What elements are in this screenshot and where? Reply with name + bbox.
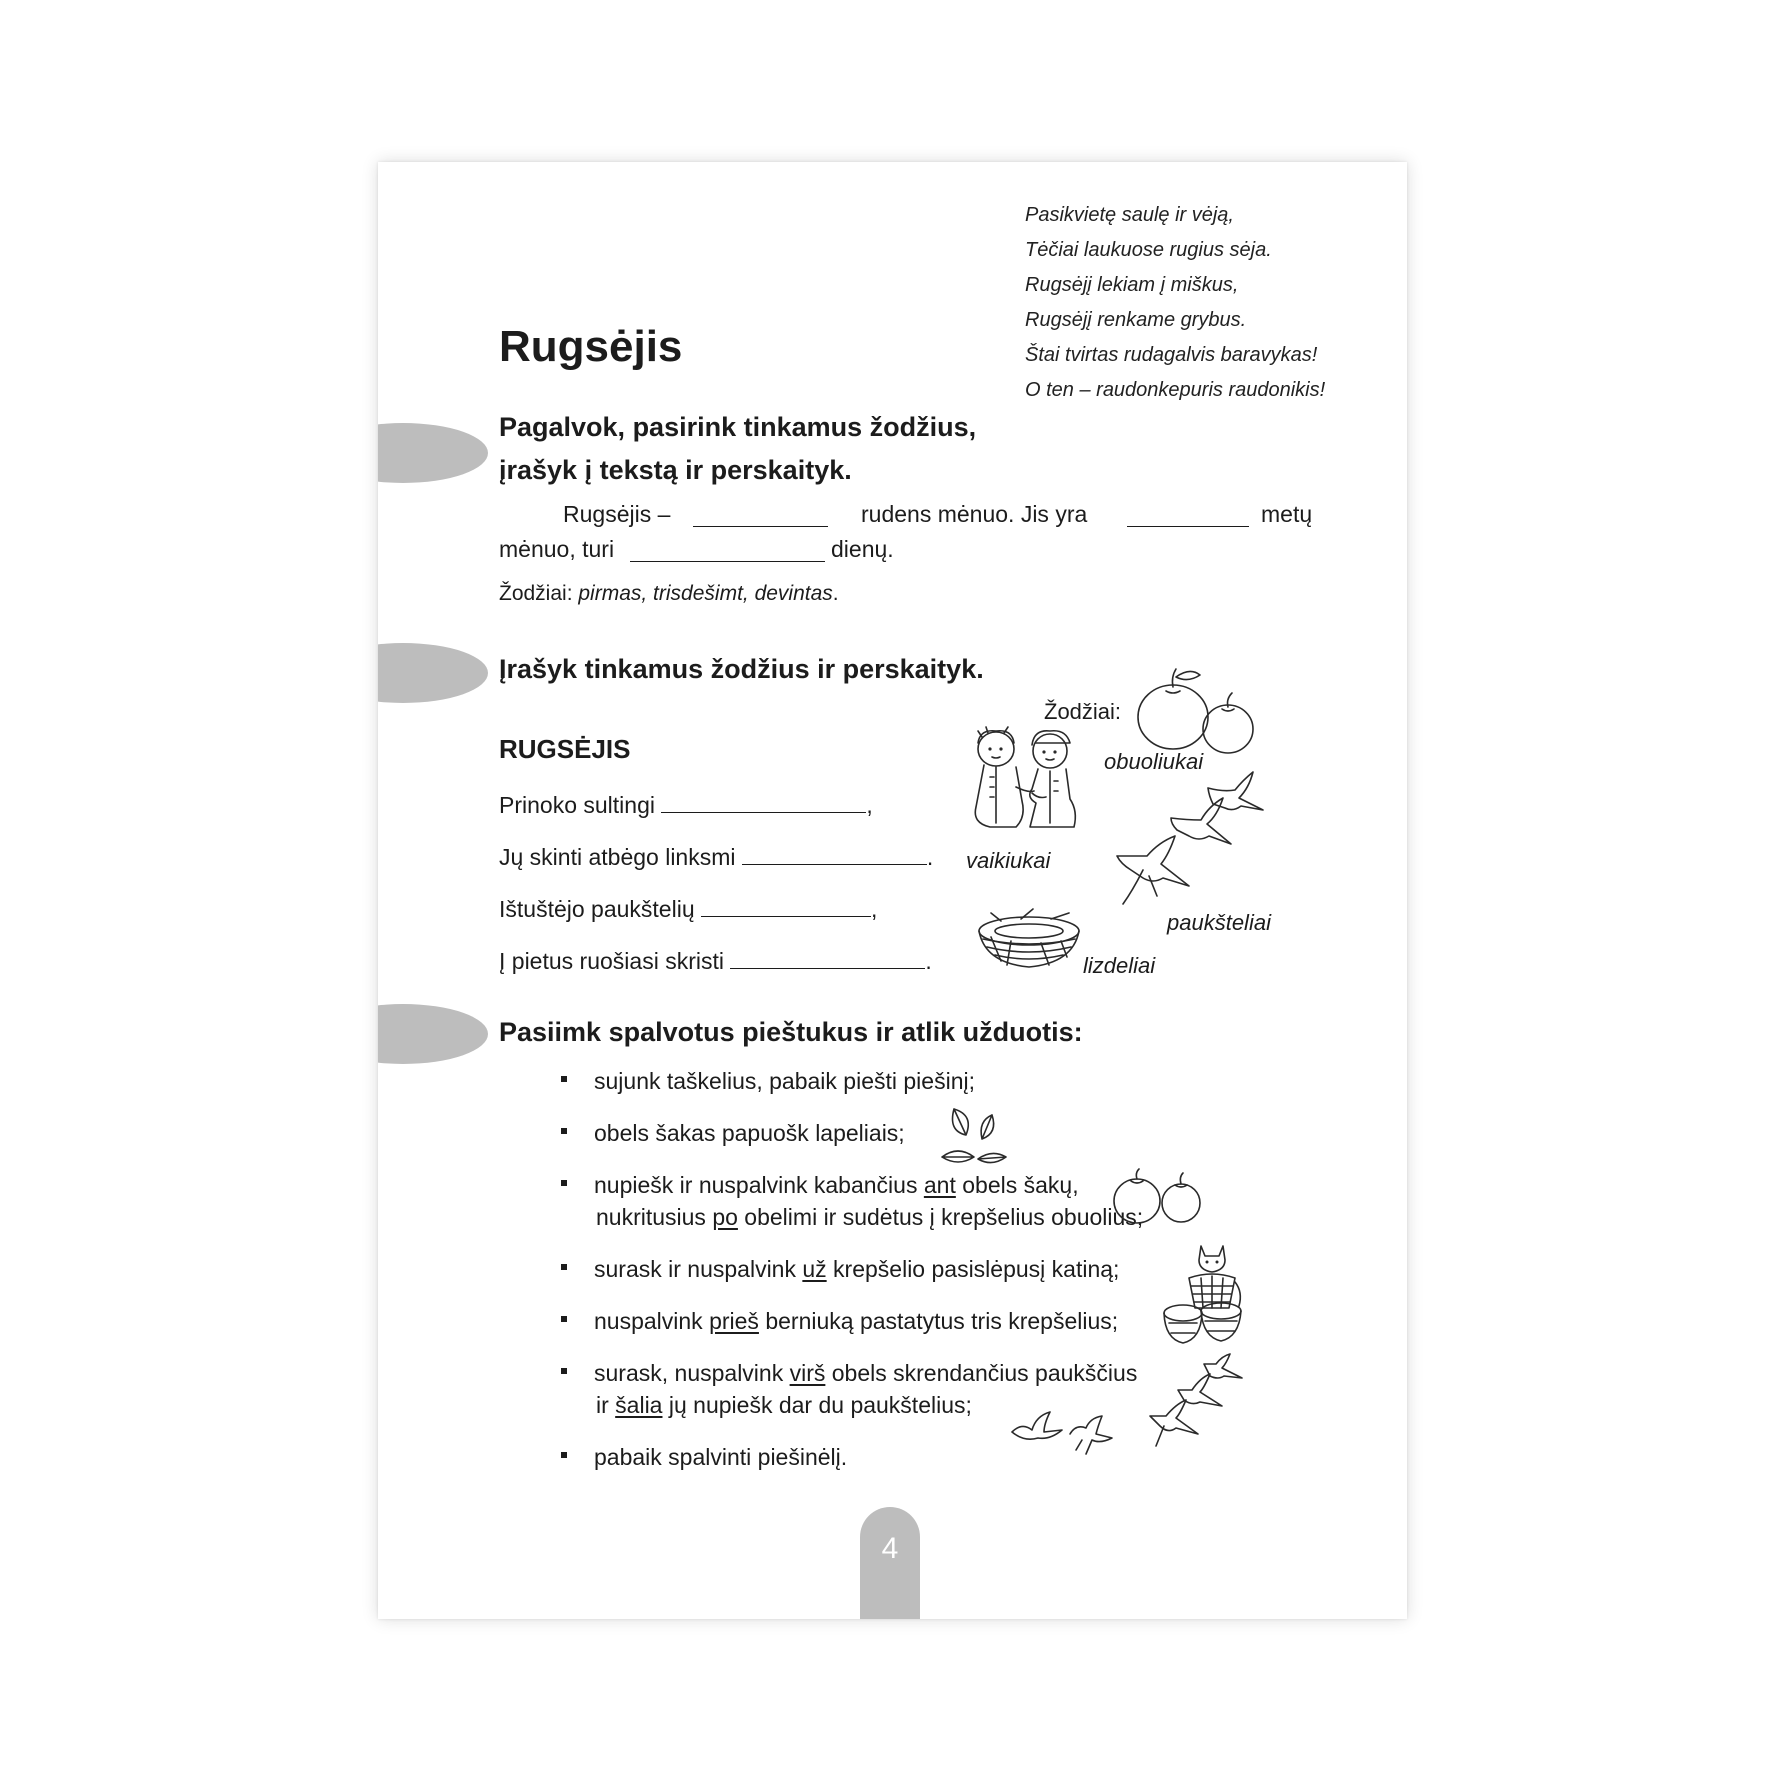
line-end: , — [866, 792, 873, 818]
task1-text-e: dienų. — [831, 536, 894, 562]
line-end: . — [926, 844, 934, 870]
task2-subtitle: RUGSĖJIS — [499, 734, 631, 764]
task3-heading: Pasiimk spalvotus pieštukus ir atlik užduotis: — [499, 1017, 1083, 1047]
section-marker-1 — [378, 423, 488, 483]
line-text: Jų skinti atbėgo linksmi — [499, 844, 736, 870]
item-text-part: nupiešk ir nuspalvink kabančius — [594, 1172, 924, 1198]
task1-text-a: Rugsėjis – — [563, 501, 671, 527]
item-text — [594, 1170, 1079, 1200]
poem-line: Rugsėjį lekiam į miškus, — [1025, 274, 1239, 296]
page-number: 4 — [881, 1532, 899, 1565]
bullet — [561, 1180, 567, 1186]
task1-text-b: rudens mėnuo. Jis yra — [861, 501, 1088, 527]
page-number-tab — [860, 1507, 920, 1619]
leaves-icon — [940, 1105, 1012, 1169]
task1-words-line — [499, 582, 839, 606]
underlined-word: į — [929, 1204, 935, 1230]
item-text-part: nuspalvink — [594, 1308, 710, 1334]
bullet — [561, 1316, 567, 1322]
poem-fill-line — [499, 944, 932, 975]
fill-blank[interactable] — [742, 840, 927, 865]
line-text: Į pietus ruošiasi skristi — [499, 948, 724, 974]
item-text — [594, 1254, 1119, 1284]
item-text — [594, 1306, 1118, 1336]
fill-blank[interactable] — [661, 788, 866, 813]
workbook-page — [378, 162, 1407, 1619]
underlined-word: prieš — [709, 1308, 759, 1334]
item-text-part: obels skrendančius paukščius — [825, 1360, 1138, 1386]
bullet — [561, 1452, 567, 1458]
task1-text-c: metų — [1261, 501, 1313, 527]
task1-text-d: mėnuo, turi — [499, 536, 615, 562]
poem-line: Štai tvirtas rudagalvis baravykas! — [1025, 344, 1318, 366]
fill-blank[interactable] — [730, 944, 925, 969]
children-illustration — [966, 727, 1091, 842]
line-text: Prinoko sultingi — [499, 792, 655, 818]
item-text-part: surask, nuspalvink — [594, 1360, 790, 1386]
bullet — [561, 1128, 567, 1134]
task1-heading-line1: Pagalvok, pasirink tinkamus žodžius, — [499, 412, 977, 442]
underlined-word: virš — [789, 1360, 826, 1386]
item-text-part: surask ir nuspalvink — [594, 1256, 803, 1282]
item-text-part: krepšelio pasislėpusį katiną; — [826, 1256, 1120, 1282]
item-text-line2 — [596, 1390, 972, 1420]
section-marker-3 — [378, 1004, 488, 1064]
poem-line: O ten – raudonkepuris raudonikis! — [1025, 379, 1326, 401]
apples-illustration — [1138, 665, 1258, 760]
fill-blank[interactable] — [630, 537, 825, 562]
line-end: . — [925, 948, 932, 974]
word-lizdeliai: lizdeliai — [1083, 953, 1156, 978]
poem-line: Pasikvietę saulę ir vėją, — [1025, 204, 1234, 226]
item-text — [594, 1358, 1137, 1388]
item-text-line2 — [596, 1202, 1143, 1232]
item-text-part: krepšelius obuolius; — [934, 1204, 1144, 1230]
poem-fill-line — [499, 840, 933, 871]
underlined-word: po — [712, 1204, 738, 1230]
item-text-part: obelimi ir sudėtus — [737, 1204, 930, 1230]
poem — [1025, 198, 1325, 408]
word-vaikiukai: vaikiukai — [966, 848, 1051, 873]
item-text: pabaik spalvinti piešinėlį. — [594, 1444, 848, 1470]
item-text-part: berniuką pastatytus tris krepšelius; — [758, 1308, 1119, 1334]
underlined-word: už — [802, 1256, 827, 1282]
words-label: Žodžiai: — [499, 582, 573, 605]
line-text: Ištuštėjo paukštelių — [499, 896, 695, 922]
bullet — [561, 1368, 567, 1374]
flying-birds-icon — [1148, 1354, 1248, 1449]
birds-illustration — [1113, 770, 1283, 920]
item-text: obels šakas papuošk lapeliais; — [594, 1120, 905, 1146]
baskets-icon — [1161, 1295, 1246, 1347]
small-birds-icon — [1010, 1410, 1120, 1456]
poem-fill-line — [499, 788, 873, 819]
poem-line: Tėčiai laukuose rugius sėja. — [1025, 239, 1272, 261]
task2-heading: Įrašyk tinkamus žodžius ir perskaityk. — [499, 654, 984, 684]
item-text: sujunk taškelius, pabaik piešti piešinį; — [594, 1068, 975, 1094]
poem-line: Rugsėjį renkame grybus. — [1025, 309, 1247, 331]
item-text-part: ir — [596, 1392, 616, 1418]
underlined-word: ant — [923, 1172, 956, 1198]
line-end: , — [871, 896, 878, 922]
bullet — [561, 1264, 567, 1270]
fill-blank[interactable] — [701, 892, 871, 917]
nest-illustration — [971, 907, 1093, 977]
words-end: . — [832, 582, 839, 605]
task1-heading-line2: įrašyk į tekstą ir perskaityk. — [499, 455, 852, 485]
fill-blank[interactable] — [693, 502, 828, 527]
item-text-part: nukritusius — [596, 1204, 713, 1230]
word-obuoliukai: obuoliukai — [1104, 749, 1204, 774]
bullet — [561, 1076, 567, 1082]
small-apples-icon — [1113, 1167, 1205, 1227]
section-marker-2 — [378, 643, 488, 703]
fill-blank[interactable] — [1127, 502, 1249, 527]
poem-fill-line — [499, 892, 877, 923]
item-text-part: obels šakų, — [955, 1172, 1079, 1198]
words-list: pirmas, trisdešimt, devintas — [578, 582, 833, 605]
page-title: Rugsėjis — [499, 322, 683, 371]
word-paukšteliai: paukšteliai — [1167, 910, 1271, 935]
item-text-part: jų nupiešk dar du paukštelius; — [662, 1392, 972, 1418]
underlined-word: šalia — [615, 1392, 663, 1418]
task2-words-label: Žodžiai: — [1044, 699, 1122, 724]
